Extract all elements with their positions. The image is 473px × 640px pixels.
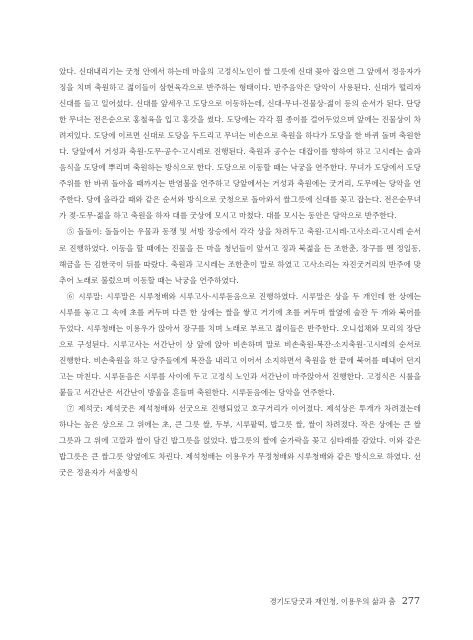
body-paragraph-2: ⑤ 돌돌이: 돌돌이는 우물과 동쟁 및 서방 장승에서 각각 상을 차려두고 축원-고시레-고사소리-고시레 순서로 진행하였다. 이동을 할 때에는 진물을 든 마을 청년들이 앞서고 징과 북젊을 든 조한춘, 장구를 멘 정일동, 해금을 든 김한국이 뒤를 따랐다. 축원과 고시레는 조한춘이 말로 하였고 고사소리는 자진굿거리의 반주에 맞추어 노래로 불렀으며 이동할 때는 낙궁을 연주하였다. <box>59 227 421 285</box>
page-footer <box>270 596 420 607</box>
page-number: 277 <box>401 596 420 607</box>
body-paragraph-4: ⑦ 제석굿: 제석굿은 제석청배와 선굿으로 진행되었고 호구거리가 이어졌다. 제석상은 투개가 차려졌는데 하나는 높은 상으로 그 위에는 초, 큰 그릇 쌀, 두부, 시루팥떡, 밥그릇 쌀, 쌀이 차려졌다. 작은 상에는 큰 쌀 그릇과 그 위에 고깔과 쌀이 담긴 밥그릇을 얹었다. 밥그릇의 쌀에 숟가락을 꽂고 심타래를 감았다. 이와 같은 밥그릇은 큰 쌀그릇 양옆에도 차린다. 제석청배는 이용우가 무정청배와 시루청배와 같은 방식으로 하였다. 선굿은 정윤자가 서울방식 <box>59 403 421 478</box>
page-body <box>59 64 421 481</box>
body-paragraph-1: 았다. 신대내리기는 굿청 안에서 하는데 마을의 고정식노인이 쌀 그릇에 신대 꽂아 잡으면 그 앞에서 정응자가 징을 치며 축원하고 젊이들이 삼현육각으로 반주하는 형태이다. 반주음악은 당악이 사용된다. 신대가 떨리자 신대를 들고 일어섰다. 신대를 앞세우고 도당으로 이동하는데, 신대-무녀-진물상-젊이 등의 순서가 된다. 단당한 무녀는 전은순으로 홍철육을 입고 홍갓을 썼다. 도당에는 각각 흰 종이를 걸어두었으며 앞에는 진물상이 차려져있다. 도당에 이르면 신대로 도당을 두드리고 무녀는 비손으로 축원을 하다가 도당을 한 바퀴 돌며 축원한다. 당앞에서 거성과 축원-도무-공수-고시레로 진행된다. 축원과 공수는 대잡이를 향하여 하고 고시레는 술과 음식을 도당에 뿌리며 축원하는 방식으로 한다. 도당으로 이동할 때는 낙궁을 연주한다. 무녀가 도당에서 도당주위를 한 바퀴 돌아올 때까지는 반염불을 연주하고 당앞에서는 거성과 축원에는 굿거리, 도무에는 당악을 연주한다. 당에 올라갈 때와 같은 순서와 방식으로 굿청으로 돌아와서 쌀그릇에 신대를 꽂고 잡는다. 전은순무녀가 젖-도무-젊을 하고 축원을 하자 대를 굿상에 모시고 마쳤다. 대를 모시는 동안은 당악으로 반주한다. <box>59 67 421 221</box>
body-paragraph-3: ⑥ 시루말: 시루말은 시루청배와 시루고사-시루돋음으로 진행하였다. 시루말은 상을 두 개인데 한 상에는 시루를 놓고 그 속에 초를 켜두며 다른 한 상에는 쌀을 쌓고 거기에 초를 켜두며 쌀옆에 술잔 두 개와 북어를 두었다. 시루청배는 이용우가 앉아서 장구를 치며 노래로 부르고 젊이들은 반주한다. 오니섭채와 모리의 장단으로 구성된다. 시루고사는 서간난이 상 앞에 앉아 비손하며 말로 비손축원-복잔-소지축원-고시레의 순서로 진행한다. 비손축원을 하고 당주들에게 복잔을 내리고 이어서 소지하면서 축원을 한 끝에 북어를 떼내어 던지고는 마친다. 시루돋음은 시루를 사이에 두고 고정식 노인과 서간난이 마주앉아서 진행한다. 고정식은 시룰을 붙들고 서간난은 서간난이 방울을 흔들며 축원한다. 시루돋음에는 당악을 연주한다. <box>59 291 421 397</box>
running-title: 경기도당굿과 재인청, 이용우의 삶과 춤 <box>269 597 396 606</box>
